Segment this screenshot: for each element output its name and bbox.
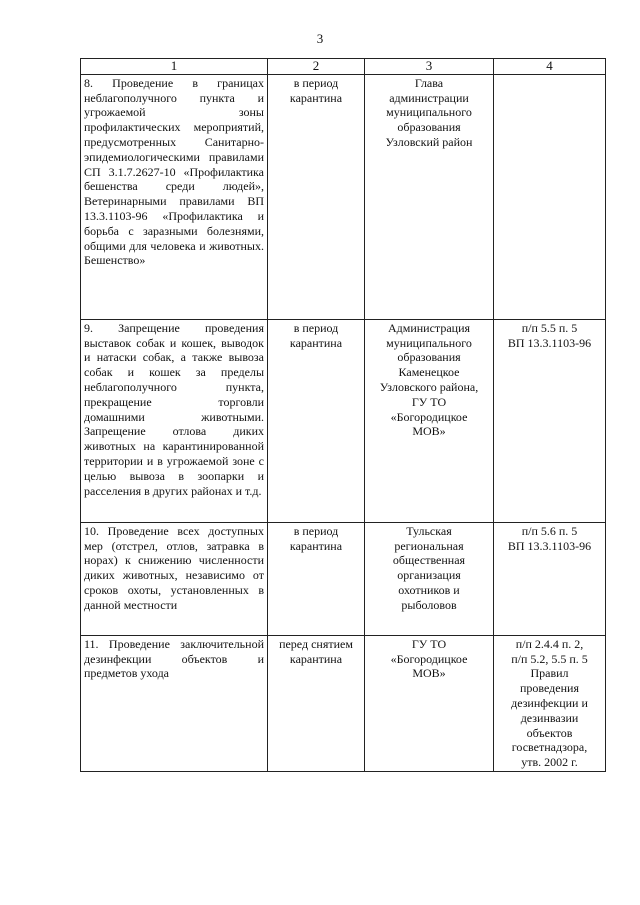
basis-text: п/п 2.4.4 п. 2, п/п 5.2, 5.5 п. 5 Правил проведения дезинфекции и дезинвазии объектов госветнадзора, утв. 2002 г. — [511, 636, 588, 770]
table-row — [81, 522, 606, 635]
measure-cell — [81, 635, 268, 771]
table-row — [81, 635, 606, 771]
responsible-cell — [365, 74, 494, 319]
period-text: в период карантина — [289, 523, 343, 553]
period-cell — [268, 635, 365, 771]
responsible-text: Глава администрации муниципального образования Узловский район — [385, 75, 473, 149]
period-text: в период карантина — [289, 75, 343, 105]
page-number: 3 — [316, 31, 324, 46]
measures-table — [80, 58, 606, 772]
responsible-cell — [365, 319, 494, 522]
measure-text: 9. Запрещение проведения выставок собак и кошек, выводок и натаски собак, а также вывоза собак и кошек за пределы неблагополучного пункта, прекращение торговли домашними животными. Запрещение отлова диких животных на карантинированной территории и в угрожаемой зоне с целью вывоза в зоопарки и расселения в других районах и т.д. — [84, 320, 264, 498]
basis-cell — [494, 74, 606, 319]
measure-cell — [81, 74, 268, 319]
column-header-3: 3 — [365, 59, 494, 75]
responsible-cell — [365, 635, 494, 771]
column-header-4: 4 — [494, 59, 606, 75]
responsible-text: ГУ ТО «Богородицкое МОВ» — [390, 636, 468, 681]
period-text: в период карантина — [289, 320, 343, 350]
period-cell — [268, 522, 365, 635]
measure-cell — [81, 319, 268, 522]
period-cell — [268, 319, 365, 522]
responsible-cell — [365, 522, 494, 635]
table-row — [81, 319, 606, 522]
table-header-row — [81, 59, 606, 75]
column-header-1: 1 — [81, 59, 268, 75]
basis-cell — [494, 635, 606, 771]
measure-text: 8. Проведение в границах неблагополучного пункта и угрожаемой зоны профилактических мероприятий, предусмотренных Санитарно-эпидемиологическими правилами СП 3.1.7.2627-10 «Профилактика бешенства среди людей», Ветеринарными правилами ВП 13.3.1103-96 «Профилактика и борьба с заразными болезнями, общими для человека и животных. Бешенство» — [84, 75, 264, 268]
measure-text: 10. Проведение всех доступных мер (отстрел, отлов, затравка в норах) к снижению численности диких животных, независимо от сроков охоты, установленных в данной местности — [84, 523, 264, 612]
column-header-2: 2 — [268, 59, 365, 75]
basis-text: п/п 5.6 п. 5 ВП 13.3.1103-96 — [507, 523, 592, 553]
responsible-text: Администрация муниципального образования Каменецкое Узловского района, ГУ ТО «Богородицкое МОВ» — [379, 320, 479, 439]
responsible-text: Тульская региональная общественная организация охотников и рыболовов — [392, 523, 466, 612]
period-cell — [268, 74, 365, 319]
period-text: перед снятием карантина — [279, 636, 353, 666]
measure-text: 11. Проведение заключительной дезинфекции объектов и предметов ухода — [84, 636, 264, 681]
basis-text: п/п 5.5 п. 5 ВП 13.3.1103-96 — [507, 320, 592, 350]
table-row — [81, 74, 606, 319]
basis-cell — [494, 319, 606, 522]
basis-cell — [494, 522, 606, 635]
measure-cell — [81, 522, 268, 635]
